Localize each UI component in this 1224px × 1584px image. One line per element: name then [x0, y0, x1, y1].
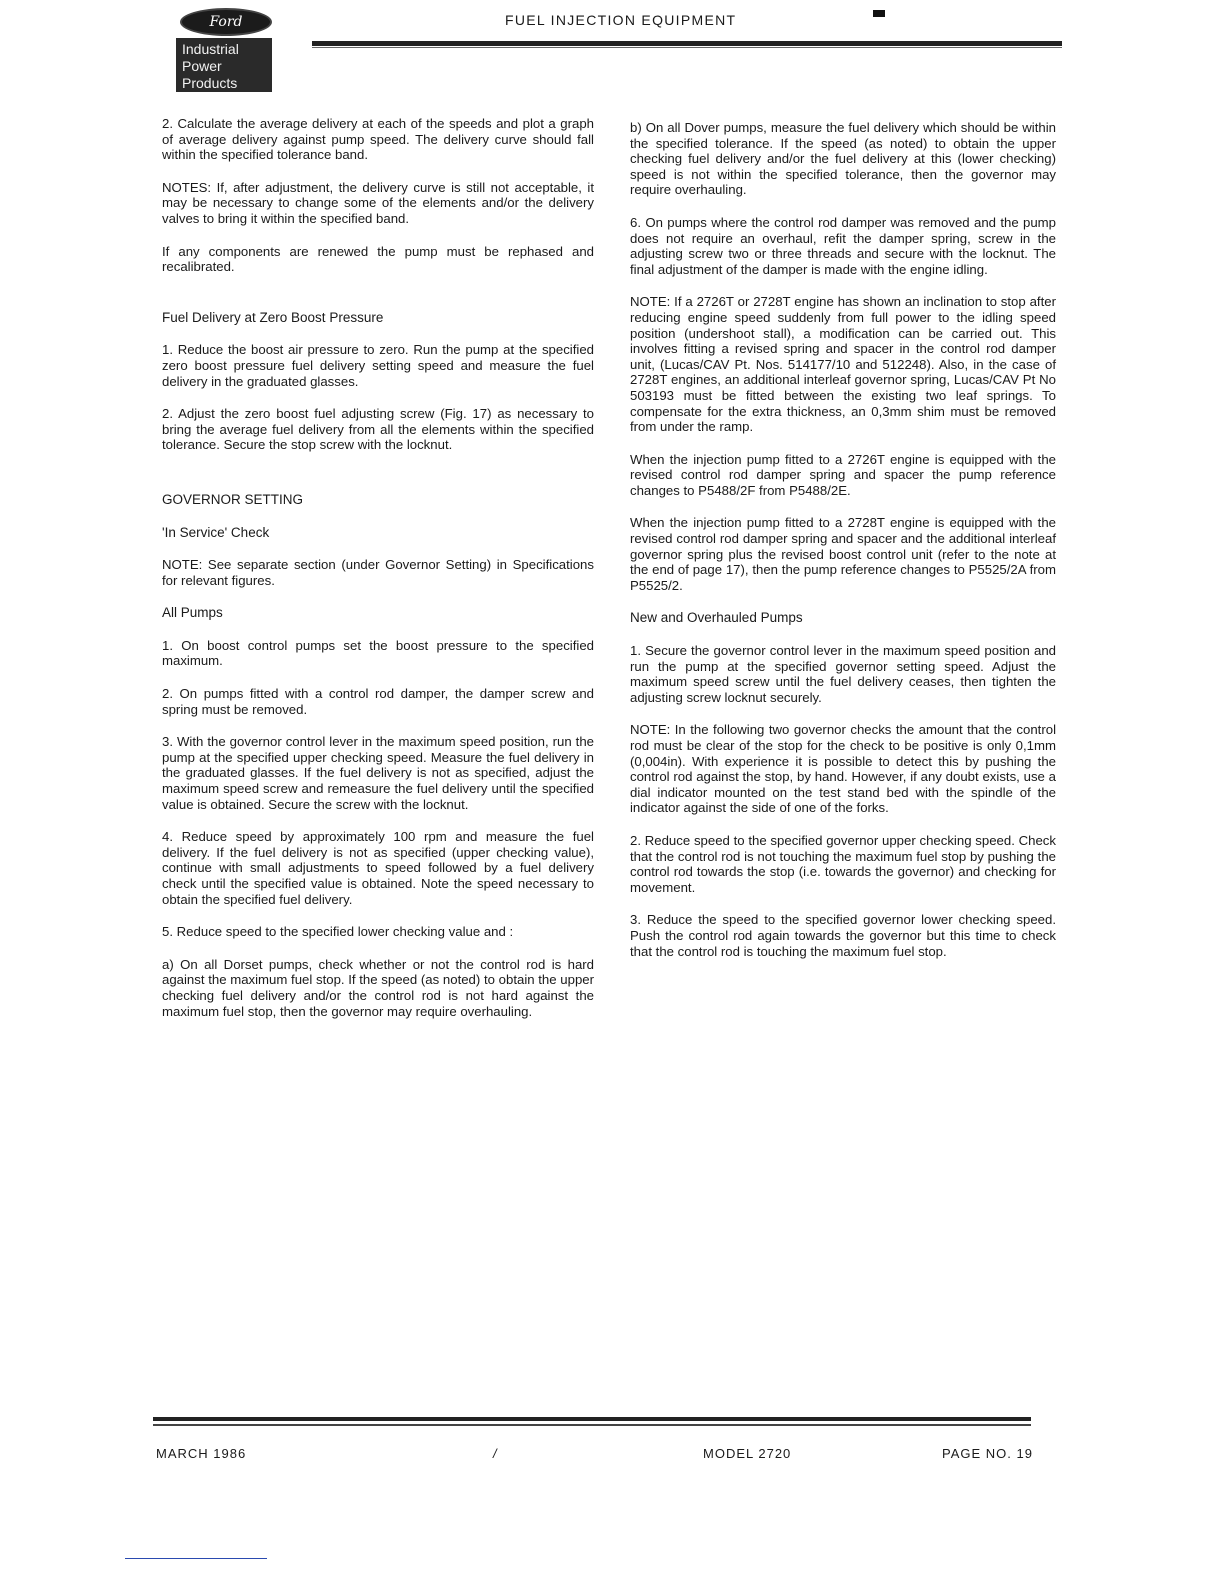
- logo-line: Power: [182, 58, 222, 74]
- subsection-heading: 'In Service' Check: [162, 524, 270, 540]
- ford-logo: [176, 6, 274, 90]
- paragraph: 4. Reduce speed by approximately 100 rpm and measure the fuel delivery. If the fuel delivery is not as specified (upper checking value), continue with small adjustments to speed followed by a fuel delivery check until the specified value is obtained. Note the speed necessary to obtain the specified fuel delivery.: [162, 829, 594, 907]
- paragraph: 1. Reduce the boost air pressure to zero. Run the pump at the specified zero boost pressure fuel delivery setting speed and measure the fuel delivery in the graduated glasses.: [162, 342, 594, 389]
- logo-line: Industrial: [182, 41, 239, 57]
- paragraph: 2. Reduce speed to the specified governor upper checking speed. Check that the control rod is not touching the maximum fuel stop by pushing the control rod towards the stop (i.e. towards the governor) and checking for movement.: [630, 832, 1056, 895]
- ford-oval-logo: Ford: [180, 8, 272, 36]
- right-column: [630, 120, 1056, 976]
- section-heading: GOVERNOR SETTING: [162, 491, 304, 507]
- paragraph: 2. Adjust the zero boost fuel adjusting screw (Fig. 17) as necessary to bring the average fuel delivery from all the elements within the specified tolerance. Secure the stop screw with the locknut.: [162, 406, 594, 453]
- paragraph: 6. On pumps where the control rod damper was removed and the pump does not require an overhaul, refit the damper spring, screw in the adjusting screw two or three threads and secure with the locknut. The final adjustment of the damper is made with the engine idling.: [630, 214, 1056, 277]
- footer-mark: /: [493, 1446, 498, 1461]
- paragraph: 1. Secure the governor control lever in the maximum speed position and run the pump at the specified governor setting speed. Adjust the maximum speed screw until the fuel delivery ceases, then tighten the adjusting screw locknut securely.: [630, 643, 1056, 705]
- paragraph: If any components are renewed the pump must be rephased and recalibrated.: [162, 243, 594, 275]
- industrial-power-products-badge: [176, 38, 272, 92]
- section-heading: Fuel Delivery at Zero Boost Pressure: [162, 309, 384, 325]
- header-rule: [312, 41, 1062, 46]
- footer-date: MARCH 1986: [156, 1446, 247, 1461]
- paragraph: NOTES: If, after adjustment, the delivery curve is still not acceptable, it may be necessary to change some of the elements and/or the delivery valves to bring it within the specified band.: [162, 179, 594, 226]
- footer-rule: [153, 1417, 1031, 1421]
- paragraph: 1. On boost control pumps set the boost pressure to the specified maximum.: [162, 637, 594, 669]
- header-rule-thin: [312, 47, 1062, 48]
- paragraph: 3. Reduce the speed to the specified governor lower checking speed. Push the control rod again towards the governor but this time to check that the control rod is touching the maximum fuel stop.: [630, 912, 1056, 959]
- paragraph: When the injection pump fitted to a 2728T engine is equipped with the revised control rod damper spring and spacer and the additional interleaf governor spring plus the revised boost control unit (refer to the note at the end of page 17), then the pump reference changes to P5525/2A from P5525/2.: [630, 515, 1056, 593]
- footer-model: MODEL 2720: [703, 1446, 792, 1461]
- left-column: [162, 116, 594, 1036]
- paragraph: When the injection pump fitted to a 2726T engine is equipped with the revised control rod damper spring and spacer the pump reference changes to P5488/2F from P5488/2E.: [630, 451, 1056, 498]
- page-title: FUEL INJECTION EQUIPMENT: [505, 12, 737, 28]
- paragraph: NOTE: See separate section (under Governor Setting) in Specifications for relevant figures.: [162, 557, 594, 588]
- footer-rule-thin: [153, 1424, 1031, 1426]
- section-heading: New and Overhauled Pumps: [630, 610, 803, 626]
- header-mark: [873, 10, 885, 17]
- paragraph: NOTE: In the following two governor checks the amount that the control rod must be clear of the stop for the check to be positive is only 0,1mm (0,004in). With experience it is possible to detect this by pushing the control rod against the stop, by hand. However, if any doubt exists, use a dial indicator mounted on the test stand bed with the spindle of the indicator against the side of one of the forks.: [630, 722, 1056, 816]
- logo-line: Products: [182, 75, 238, 91]
- paragraph: NOTE: If a 2726T or 2728T engine has shown an inclination to stop after reducing engine speed suddenly from full power to the idling speed position (undershoot stall), a modification can be carried out. This involves fitting a revised spring and spacer in the control rod damper unit, (Lucas/CAV Pt. Nos. 514177/10 and 512248). Also, in the case of 2728T engines, an additional interleaf governor spring, Lucas/CAV Pt No 503193 must be fitted between the existing two leaf springs. To compensate for the extra thickness, an 0,3mm shim must be removed from under the ramp.: [630, 294, 1056, 435]
- paragraph: b) On all Dover pumps, measure the fuel delivery which should be within the specified tolerance. If the speed (as noted) to obtain the upper checking fuel delivery and/or the fuel delivery at this (lower checking) speed is not within the specified tolerance, then the governor may require overhauling.: [630, 120, 1056, 198]
- paragraph: 3. With the governor control lever in the maximum speed position, run the pump at the specified upper checking speed. Measure the fuel delivery in the graduated glasses. If the fuel delivery is not as specified, adjust the maximum speed screw and remeasure the fuel delivery until the specified value is obtained. Secure the screw with the locknut.: [162, 734, 594, 812]
- paragraph: 5. Reduce speed to the specified lower checking value and :: [162, 924, 514, 940]
- paragraph: 2. Calculate the average delivery at each of the speeds and plot a graph of average delivery against pump speed. The delivery curve should fall within the specified tolerance band.: [162, 116, 594, 163]
- subsection-heading: All Pumps: [162, 605, 223, 621]
- footer-page-number: PAGE NO. 19: [942, 1446, 1033, 1461]
- scan-artifact-line: [125, 1558, 267, 1559]
- paragraph: 2. On pumps fitted with a control rod damper, the damper screw and spring must be removed.: [162, 686, 594, 717]
- paragraph: a) On all Dorset pumps, check whether or not the control rod is hard against the maximum fuel stop. If the speed (as noted) to obtain the upper checking fuel delivery and/or the control rod is not hard against the maximum fuel stop, then the governor may require overhauling.: [162, 956, 594, 1019]
